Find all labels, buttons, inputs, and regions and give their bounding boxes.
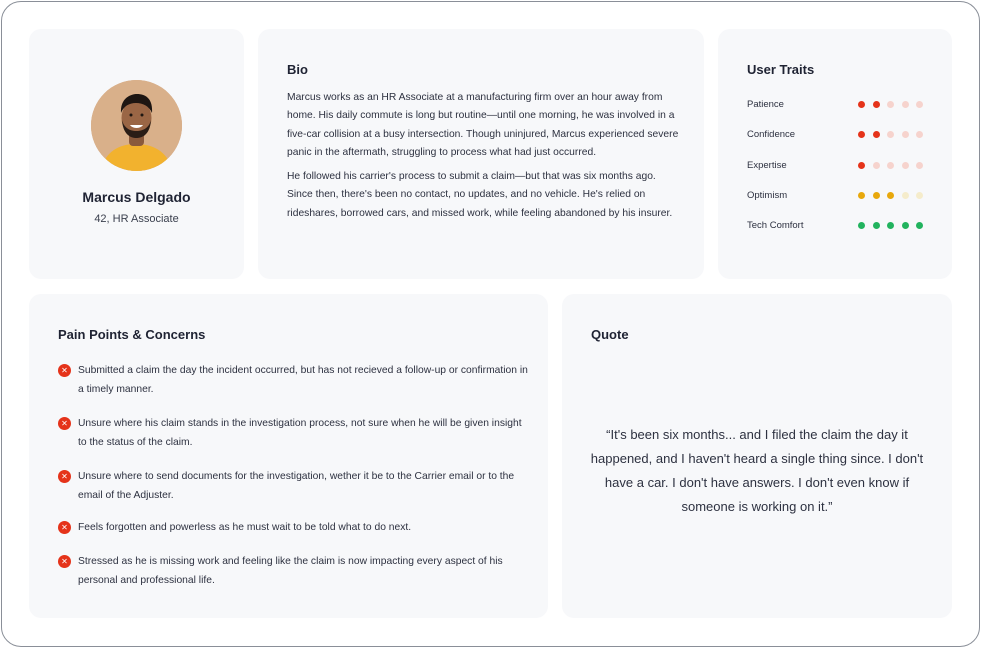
bio-title: Bio bbox=[287, 62, 308, 77]
rating-dot-filled bbox=[873, 131, 880, 138]
x-circle-icon: ✕ bbox=[58, 470, 71, 483]
rating-dot-filled bbox=[873, 192, 880, 199]
trait-label: Tech Comfort bbox=[747, 220, 804, 231]
rating-dot-empty bbox=[916, 101, 923, 108]
user-traits-card bbox=[718, 29, 952, 279]
rating-dot-empty bbox=[887, 101, 894, 108]
rating-dot-filled bbox=[887, 192, 894, 199]
pain-points-card bbox=[29, 294, 548, 618]
profile-card bbox=[29, 29, 244, 279]
trait-row bbox=[747, 128, 927, 142]
pain-points-title: Pain Points & Concerns bbox=[58, 327, 206, 342]
rating-dot-empty bbox=[902, 101, 909, 108]
pain-point-text: Submitted a claim the day the incident occurred, but has not recieved a follow-up or confirmation in a timely manner. bbox=[78, 365, 528, 395]
avatar bbox=[91, 80, 182, 171]
persona-name: Marcus Delgado bbox=[82, 189, 191, 205]
bio-paragraph: He followed his carrier's process to submit a claim—but that was six months ago. Since then, there's been no contact, no updates, and no vehicle. He's relied on rideshares, borrowed cars, and missed work, while feeling abandoned by his insurer. bbox=[287, 171, 673, 219]
trait-label: Optimism bbox=[747, 190, 788, 201]
x-circle-icon: ✕ bbox=[58, 417, 71, 430]
rating-dot-filled bbox=[873, 222, 880, 229]
bio-paragraph: Marcus works as an HR Associate at a manufacturing firm over an hour away from home. His daily commute is long but routine—until one morning, he was involved in a five-car collision at a busy intersection. Though uninjured, Marcus experienced severe panic in the aftermath, struggling to process what had just occurred. bbox=[287, 92, 679, 158]
user-traits-title: User Traits bbox=[747, 62, 815, 77]
rating-dot-filled bbox=[858, 101, 865, 108]
rating-dot-empty bbox=[916, 162, 923, 169]
x-circle-icon: ✕ bbox=[58, 521, 71, 534]
rating-dot-empty bbox=[916, 192, 923, 199]
rating-dot-empty bbox=[887, 162, 894, 169]
trait-row bbox=[747, 98, 927, 112]
trait-row bbox=[747, 219, 927, 233]
rating-dot-filled bbox=[858, 162, 865, 169]
rating-dot-filled bbox=[858, 131, 865, 138]
trait-label: Patience bbox=[747, 99, 784, 110]
trait-label: Expertise bbox=[747, 160, 787, 171]
rating-dot-filled bbox=[858, 192, 865, 199]
quote-text: “It's been six months... and I filed the claim the day it happened, and I haven't heard a single thing since. I don't have a car. I don't have answers. I don't even know if someone is working on it.” bbox=[590, 427, 924, 514]
trait-row bbox=[747, 159, 927, 173]
avatar-portrait bbox=[91, 80, 182, 171]
x-circle-icon: ✕ bbox=[58, 555, 71, 568]
rating-dot-empty bbox=[902, 131, 909, 138]
persona-subtitle: 42, HR Associate bbox=[94, 213, 179, 225]
rating-dot-empty bbox=[887, 131, 894, 138]
quote-title: Quote bbox=[591, 327, 629, 342]
trait-label: Confidence bbox=[747, 129, 796, 140]
pain-point-text: Stressed as he is missing work and feeling like the claim is now impacting every aspect of his personal and professional life. bbox=[78, 556, 503, 586]
pain-point-text: Feels forgotten and powerless as he must wait to be told what to do next. bbox=[78, 522, 412, 533]
rating-dot-filled bbox=[858, 222, 865, 229]
pain-point-text: Unsure where his claim stands in the investigation process, not sure when he will be given insight to the status of the claim. bbox=[78, 418, 522, 448]
rating-dot-filled bbox=[902, 222, 909, 229]
pain-point-text: Unsure where to send documents for the investigation, wether it be to the Carrier email or to the email of the Adjuster. bbox=[78, 471, 515, 501]
bio-text bbox=[287, 89, 679, 223]
rating-dot-filled bbox=[916, 222, 923, 229]
rating-dot-empty bbox=[916, 131, 923, 138]
quote-card bbox=[562, 294, 952, 618]
bio-card bbox=[258, 29, 704, 279]
trait-row bbox=[747, 189, 927, 203]
rating-dot-filled bbox=[873, 101, 880, 108]
rating-dot-empty bbox=[902, 192, 909, 199]
x-circle-icon: ✕ bbox=[58, 364, 71, 377]
rating-dot-empty bbox=[902, 162, 909, 169]
rating-dot-filled bbox=[887, 222, 894, 229]
rating-dot-empty bbox=[873, 162, 880, 169]
